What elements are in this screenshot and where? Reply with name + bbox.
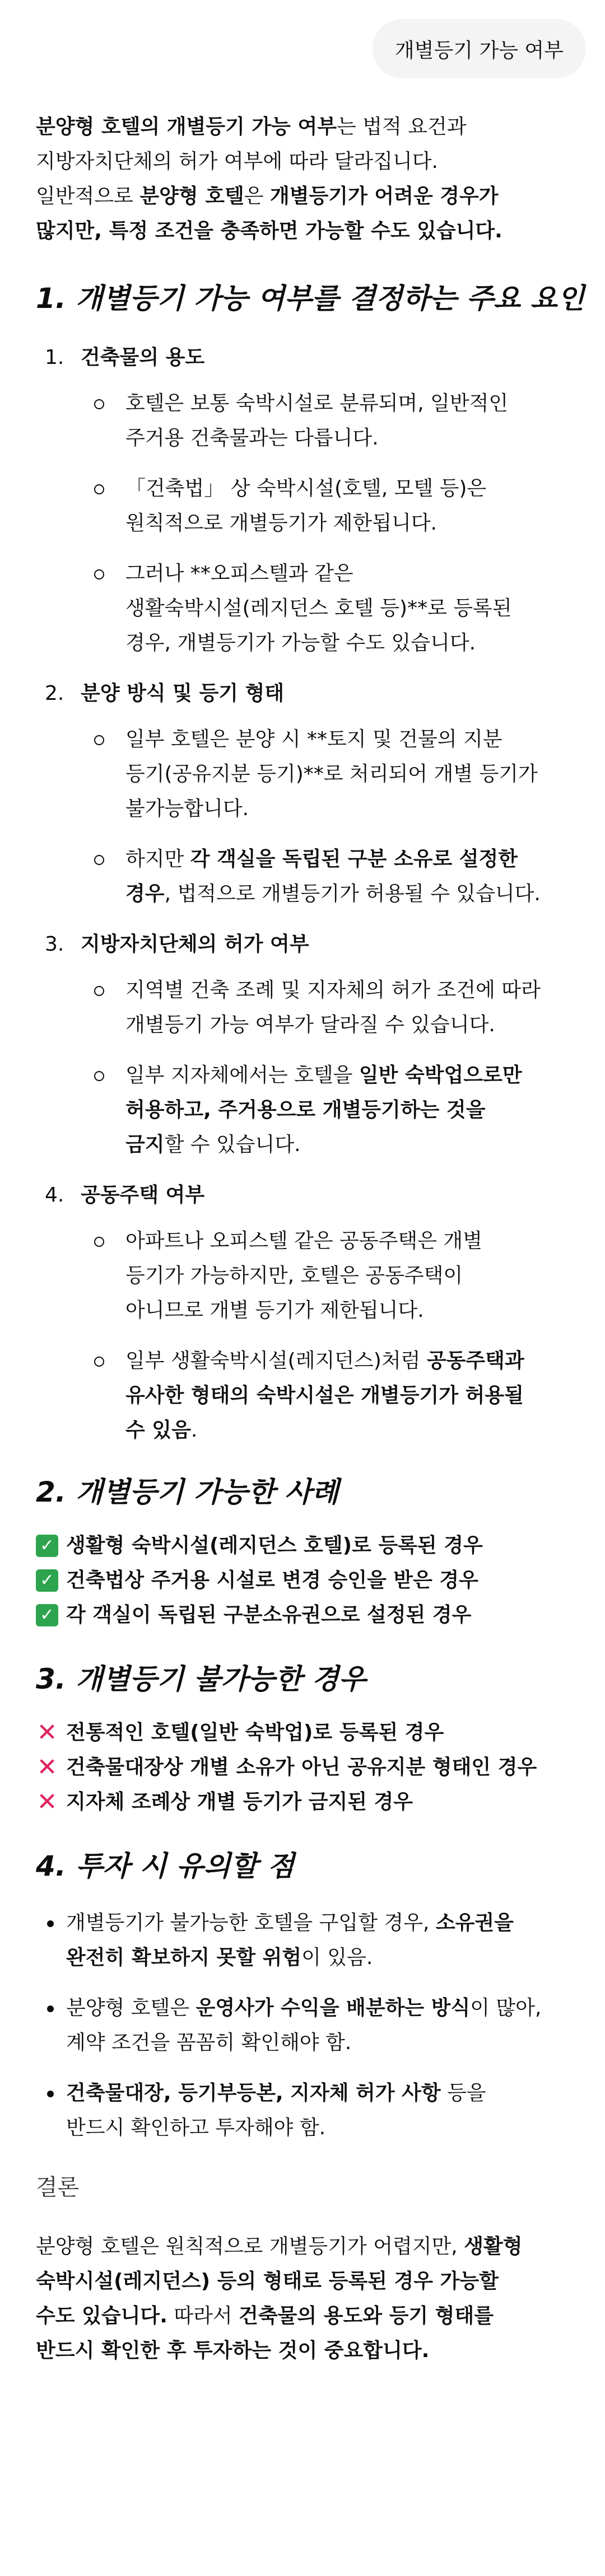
section-1-heading: 1. 개별등기 가능 여부를 결정하는 주요 요인 xyxy=(36,282,585,315)
list-item-bold: 수 있음 xyxy=(125,1419,191,1442)
impossible-case-text: 전통적인 호텔(일반 숙박업)로 등록된 경우 xyxy=(66,1721,444,1744)
caution-text: 등을 xyxy=(440,2082,486,2105)
factor-title: 지방자치단체의 허가 여부 xyxy=(81,933,309,956)
conclusion-paragraph xyxy=(36,2229,585,2368)
list-item xyxy=(81,386,585,456)
factor-sublist xyxy=(81,973,585,1162)
list-item xyxy=(81,1058,585,1162)
list-item xyxy=(81,842,585,911)
list-item-text: 일부 지자체에서는 호텔을 xyxy=(125,1064,359,1087)
caution-text: 반드시 확인하고 투자해야 함. xyxy=(66,2116,326,2139)
list-item-bold: 공동주택과 xyxy=(426,1349,524,1372)
caution-item xyxy=(36,1906,585,1975)
hollow-bullet-icon xyxy=(94,1357,104,1367)
impossible-case-text: 건축물대장상 개별 소유가 아닌 공유지분 형태인 경우 xyxy=(66,1756,537,1779)
factor-title: 분양 방식 및 등기 형태 xyxy=(81,682,285,705)
list-item xyxy=(81,557,585,661)
list-item-bold: 유사한 형태의 숙박시설은 개별등기가 허용될 xyxy=(125,1384,524,1407)
list-item xyxy=(81,722,585,826)
intro-bold-1: 분양형 호텔의 개별등기 가능 여부 xyxy=(36,115,337,138)
hollow-bullet-icon xyxy=(94,1071,104,1081)
conclusion-bold: 건축물의 용도와 등기 형태를 xyxy=(239,2304,494,2327)
factor-title: 공동주택 여부 xyxy=(81,1184,205,1207)
caution-bold: 소유권을 xyxy=(435,1911,514,1934)
hollow-bullet-icon xyxy=(94,569,104,579)
section-4-heading: 4. 투자 시 유의할 점 xyxy=(36,1850,295,1882)
caution-item xyxy=(36,2076,585,2145)
cross-mark-icon: ✕ xyxy=(36,1718,58,1747)
conclusion-bold: 생활형 xyxy=(464,2235,523,2258)
list-item-text: 아니므로 개별 등기가 제한됩니다. xyxy=(125,1299,424,1322)
conclusion-bold: 반드시 확인한 후 투자하는 것이 중요합니다. xyxy=(36,2339,430,2362)
list-item-text: , 법적으로 개별등기가 허용될 수 있습니다. xyxy=(164,882,541,905)
factor-number: 3. xyxy=(45,933,64,956)
cross-mark-icon: ✕ xyxy=(36,1788,58,1816)
intro-text-1: 는 법적 요건과 xyxy=(337,115,467,138)
section-2-heading: 2. 개별등기 가능한 사례 xyxy=(36,1476,339,1508)
caution-text: 이 있음. xyxy=(301,1946,373,1969)
impossible-case-item xyxy=(36,1750,585,1785)
caution-text: 계약 조건을 꼼꼼히 확인해야 함. xyxy=(66,2031,352,2054)
intro-paragraph xyxy=(36,110,585,249)
impossible-case-text: 지자체 조례상 개별 등기가 금지된 경우 xyxy=(66,1790,413,1813)
intro-bold-4: 많지만, 특정 조건을 충족하면 가능할 수도 있습니다. xyxy=(36,219,502,242)
possible-case-item xyxy=(36,1563,585,1598)
user-message-text: 개별등기 가능 여부 xyxy=(394,39,564,62)
bullet-dot-icon xyxy=(47,2005,54,2012)
list-item-text: 지역별 건축 조례 및 지자체의 허가 조건에 따라 xyxy=(125,979,541,1002)
list-item xyxy=(81,471,585,541)
intro-bold-2: 분양형 호텔 xyxy=(139,185,244,208)
list-item-text: 경우, 개별등기가 가능할 수도 있습니다. xyxy=(125,632,476,654)
list-item-text: 불가능합니다. xyxy=(125,797,249,820)
bullet-dot-icon xyxy=(47,1920,54,1927)
list-item-text: 호텔은 보통 숙박시설로 분류되며, 일반적인 xyxy=(125,392,509,415)
impossible-cases-list xyxy=(36,1715,585,1820)
check-mark-icon: ✓ xyxy=(36,1569,58,1592)
list-item-text: 하지만 xyxy=(125,848,190,871)
conclusion-bold: 수도 있습니다. xyxy=(36,2304,167,2327)
list-item xyxy=(81,1344,585,1448)
intro-bold-3: 개별등기가 어려운 경우가 xyxy=(269,185,499,208)
intro-text-4: 은 xyxy=(244,185,270,208)
list-item-text: 생활숙박시설(레지던스 호텔 등)**로 등록된 xyxy=(125,597,512,620)
possible-case-text: 생활형 숙박시설(레지던스 호텔)로 등록된 경우 xyxy=(66,1534,483,1557)
possible-case-text: 각 객실이 독립된 구분소유권으로 설정된 경우 xyxy=(66,1603,472,1626)
impossible-case-item xyxy=(36,1715,585,1750)
bullet-dot-icon xyxy=(47,2091,54,2097)
factor-item-1 xyxy=(36,340,585,661)
factor-number: 2. xyxy=(45,682,64,705)
list-item-bold: 허용하고, 주거용으로 개별등기하는 것을 xyxy=(125,1098,486,1121)
list-item xyxy=(81,1224,585,1328)
possible-case-item xyxy=(36,1528,585,1563)
list-item-bold: 일반 숙박업으로만 xyxy=(359,1064,522,1087)
caution-text: 이 많아, xyxy=(470,1997,542,2019)
check-mark-icon: ✓ xyxy=(36,1604,58,1626)
list-item xyxy=(81,973,585,1042)
user-message-bubble xyxy=(373,19,586,78)
possible-cases-list xyxy=(36,1528,585,1633)
hollow-bullet-icon xyxy=(94,855,104,865)
list-item-text: 일부 호텔은 분양 시 **토지 및 건물의 지분 xyxy=(125,728,502,751)
hollow-bullet-icon xyxy=(94,399,104,409)
factors-list xyxy=(36,340,585,1448)
conclusion-text: 분양형 호텔은 원칙적으로 개별등기가 어렵지만, xyxy=(36,2235,464,2258)
caution-text: 분양형 호텔은 xyxy=(66,1997,196,2019)
list-item-text: 아파트나 오피스텔 같은 공동주택은 개별 xyxy=(125,1229,482,1252)
possible-case-item xyxy=(36,1598,585,1633)
section-3-heading: 3. 개별등기 불가능한 경우 xyxy=(36,1663,366,1695)
cautions-list xyxy=(36,1906,585,2145)
list-item-text: 등기가 가능하지만, 호텔은 공동주택이 xyxy=(125,1264,463,1287)
hollow-bullet-icon xyxy=(94,484,104,494)
list-item-text: 그러나 **오피스텔과 같은 xyxy=(125,562,353,585)
factor-title: 건축물의 용도 xyxy=(81,346,205,369)
conclusion-title: 결론 xyxy=(36,2175,80,2200)
possible-case-text: 건축법상 주거용 시설로 변경 승인을 받은 경우 xyxy=(66,1569,478,1592)
cross-mark-icon: ✕ xyxy=(36,1753,58,1782)
factor-sublist xyxy=(81,1224,585,1448)
caution-bold: 운영사가 수익을 배분하는 방식 xyxy=(196,1997,471,2019)
list-item-text: 할 수 있습니다. xyxy=(164,1133,301,1156)
list-item-text: 개별등기 가능 여부가 달라질 수 있습니다. xyxy=(125,1013,495,1036)
conclusion-text: 따라서 xyxy=(167,2304,239,2327)
factor-item-4 xyxy=(36,1178,585,1448)
factor-sublist xyxy=(81,722,585,911)
factor-number: 1. xyxy=(45,346,64,369)
caution-item xyxy=(36,1991,585,2060)
list-item-bold: 각 객실을 독립된 구분 소유로 설정한 xyxy=(190,848,518,871)
list-item-text: 원칙적으로 개별등기가 제한됩니다. xyxy=(125,512,437,535)
list-item-bold: 금지 xyxy=(125,1133,165,1156)
intro-text-2: 지방자치단체의 허가 여부에 따라 달라집니다. xyxy=(36,150,438,173)
caution-bold: 완전히 확보하지 못할 위험 xyxy=(66,1946,302,1969)
list-item-text: . xyxy=(190,1419,198,1442)
caution-text: 개별등기가 불가능한 호텔을 구입할 경우, xyxy=(66,1911,436,1934)
list-item-text: 등기(공유지분 등기)**로 처리되어 개별 등기가 xyxy=(125,763,538,786)
hollow-bullet-icon xyxy=(94,735,104,745)
hollow-bullet-icon xyxy=(94,1237,104,1247)
caution-bold: 건축물대장, 등기부등본, 지자체 허가 사항 xyxy=(66,2082,441,2105)
list-item-text: 일부 생활숙박시설(레지던스)처럼 xyxy=(125,1349,427,1372)
list-item-bold: 경우 xyxy=(125,882,165,905)
intro-text-3: 일반적으로 xyxy=(36,185,140,208)
hollow-bullet-icon xyxy=(94,986,104,996)
factor-item-2 xyxy=(36,676,585,911)
assistant-response xyxy=(36,110,585,2368)
impossible-case-item xyxy=(36,1785,585,1820)
factor-number: 4. xyxy=(45,1184,64,1207)
check-mark-icon: ✓ xyxy=(36,1535,58,1557)
factor-sublist xyxy=(81,386,585,661)
list-item-text: 「건축법」 상 숙박시설(호텔, 모텔 등)은 xyxy=(125,477,487,500)
list-item-text: 주거용 건축물과는 다릅니다. xyxy=(125,427,379,450)
factor-item-3 xyxy=(36,927,585,1162)
conclusion-bold: 숙박시설(레지던스) 등의 형태로 등록된 경우 가능할 xyxy=(36,2270,499,2293)
